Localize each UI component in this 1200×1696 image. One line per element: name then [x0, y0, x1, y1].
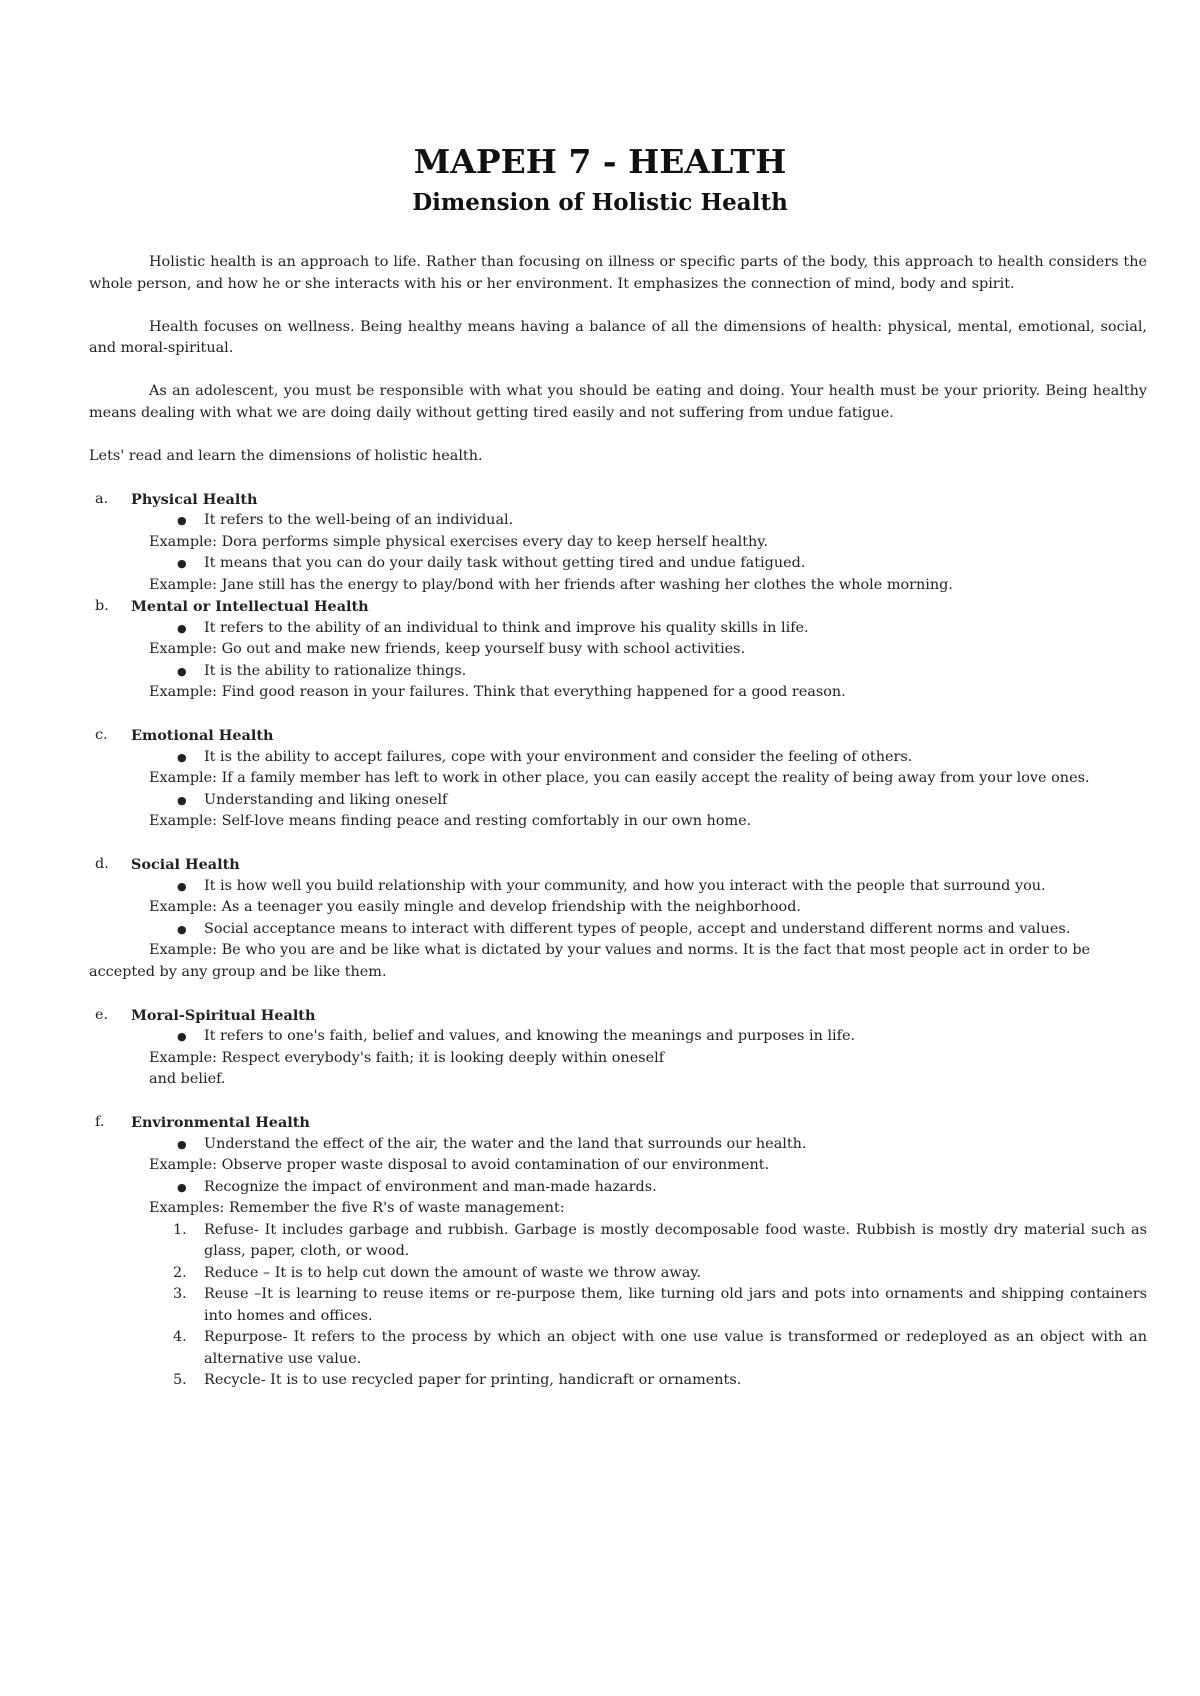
item-text: Recycle- It is to use recycled paper for printing, handicraft or ornaments.	[204, 1372, 742, 1388]
item-number: 3.	[173, 1286, 187, 1302]
section-letter: d.	[95, 856, 109, 872]
bullet-item: ● Understanding and liking oneself	[89, 790, 1147, 812]
page-title: MAPEH 7 - HEALTH	[413, 142, 787, 181]
bullet-item: ● Understand the effect of the air, the water and the land that surrounds our health.	[89, 1134, 1147, 1156]
bullet-item: ● It refers to one's faith, belief and values, and knowing the meanings and purposes in life.	[89, 1026, 1147, 1048]
example-text: Example: Dora performs simple physical exercises every day to keep herself healthy.	[149, 533, 769, 550]
section-mental-health	[89, 596, 1147, 704]
section-heading: Social Health	[131, 856, 240, 873]
page-subtitle: Dimension of Holistic Health	[412, 189, 788, 216]
section-letter: c.	[95, 727, 108, 743]
intro-text: Lets' read and learn the dimensions of holistic health.	[89, 447, 483, 464]
section-letter: b.	[95, 598, 109, 614]
example-text: Example: Respect everybody's faith; it is looking deeply within oneself	[149, 1049, 665, 1066]
section-heading: Physical Health	[131, 490, 258, 508]
bullet-item: ● It refers to the ability of an individual to think and improve his quality skills in life.	[89, 618, 1147, 640]
document-body	[89, 252, 1147, 1392]
bullet-item: ● It means that you can do your daily task without getting tired and undue fatigued.	[89, 553, 1147, 575]
item-text: Refuse- It includes garbage and rubbish. Garbage is mostly decomposable food waste. Rubbish is mostly dry material such as glass, paper, cloth, or wood.	[204, 1221, 1147, 1259]
bullet-item: ● It is the ability to rationalize things.	[89, 661, 1147, 683]
example-text: Example: Go out and make new friends, keep yourself busy with school activities.	[149, 641, 746, 657]
bullet-item: ● It refers to the well-being of an individual.	[89, 510, 1147, 532]
example-text-continued: and belief.	[149, 1071, 226, 1087]
item-text: Reduce – It is to help cut down the amount of waste we throw away.	[204, 1264, 702, 1281]
section-letter: a.	[95, 490, 109, 507]
item-text: Repurpose- It refers to the process by which an object with one use value is transformed or redeployed as an object with an alternative use value.	[204, 1329, 1147, 1367]
section-environmental-health	[89, 1112, 1147, 1392]
example-text: Example: If a family member has left to work in other place, you can easily accept the reality of being away from your love ones.	[149, 770, 1090, 786]
paragraph: Health focuses on wellness. Being healthy means having a balance of all the dimensions of health: physical, mental, emotional, social, and moral-spiritual.	[89, 318, 1147, 356]
bullet-item: ● Social acceptance means to interact with different types of people, accept and understand different norms and values.	[89, 919, 1147, 941]
paragraph: Holistic health is an approach to life. Rather than focusing on illness or specific parts of the body, this approach to health considers the whole person, and how he or she interacts with his or her environment. It emphasizes the connection of mind, body and spirit.	[89, 254, 1147, 292]
example-text: Example: Be who you are and be like what is dictated by your values and norms. It is the fact that most people act in order to be accepted by any group and be like them.	[89, 942, 1091, 980]
item-number: 2.	[173, 1264, 187, 1281]
numbered-item	[89, 1263, 1147, 1285]
example-text: Example: Find good reason in your failures. Think that everything happened for a good reason.	[149, 684, 846, 700]
section-heading: Emotional Health	[131, 727, 274, 744]
section-heading: Mental or Intellectual Health	[131, 598, 369, 615]
item-text: Reuse –It is learning to reuse items or re-purpose them, like turning old jars and pots into ornaments and shipping containers into homes and offices.	[204, 1286, 1147, 1324]
item-number: 1.	[173, 1221, 187, 1238]
numbered-item	[89, 1220, 1147, 1263]
item-number: 4.	[173, 1329, 187, 1345]
bullet-item: ● It is the ability to accept failures, cope with your environment and consider the feeling of others.	[89, 747, 1147, 769]
numbered-item	[89, 1370, 1147, 1392]
example-text: Example: Observe proper waste disposal to avoid contamination of our environment.	[149, 1157, 770, 1173]
example-text: Example: As a teenager you easily mingle and develop friendship with the neighborhood.	[149, 899, 801, 915]
section-letter: e.	[95, 1006, 109, 1023]
numbered-item	[89, 1284, 1147, 1327]
example-text: Example: Self-love means finding peace and resting comfortably in our own home.	[149, 813, 752, 829]
bullet-item: ● Recognize the impact of environment and man-made hazards.	[89, 1177, 1147, 1199]
section-heading: Moral-Spiritual Health	[131, 1006, 316, 1024]
example-text: Example: Jane still has the energy to play/bond with her friends after washing her clothes the whole morning.	[149, 576, 953, 593]
section-social-health	[89, 854, 1147, 983]
item-number: 5.	[173, 1372, 187, 1388]
numbered-item	[89, 1327, 1147, 1370]
bullet-item: ● It is how well you build relationship with your community, and how you interact with the people that surround you.	[89, 876, 1147, 898]
section-physical-health	[89, 489, 1147, 597]
section-heading: Environmental Health	[131, 1114, 310, 1131]
section-letter: f.	[95, 1114, 105, 1130]
example-text: Examples: Remember the five R's of waste management:	[149, 1200, 565, 1216]
paragraph: As an adolescent, you must be responsible with what you should be eating and doing. Your health must be your priority. Being healthy means dealing with what we are doing daily without getting tired easily and not suffering from undue fatigue.	[89, 383, 1147, 421]
section-moral-spiritual-health	[89, 1005, 1147, 1091]
section-emotional-health	[89, 725, 1147, 833]
